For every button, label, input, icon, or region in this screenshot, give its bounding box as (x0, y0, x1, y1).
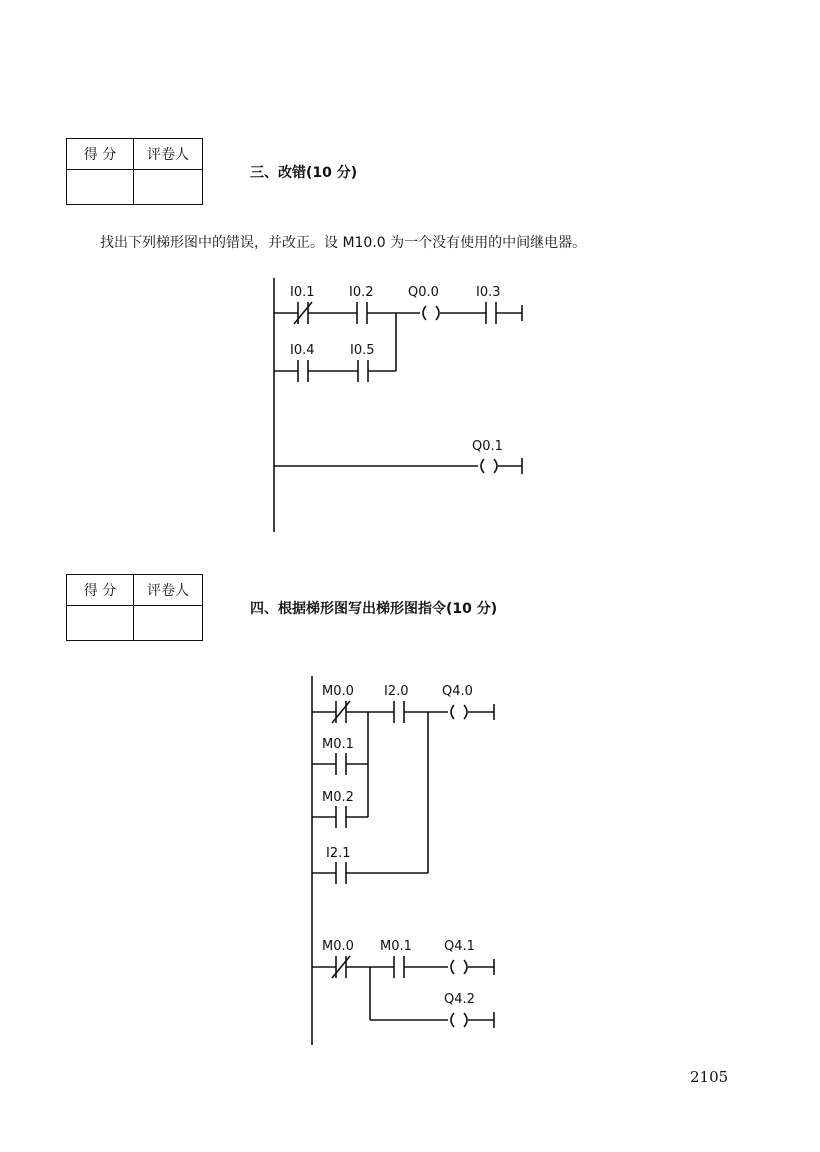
section4-title: 四、根据梯形图写出梯形图指令(10 分) (250, 601, 498, 617)
label-i0-5: I0.5 (350, 343, 375, 358)
coil-q4-1 (451, 960, 467, 974)
label-m0-2: M0.2 (322, 790, 354, 805)
coil-q4-0 (451, 705, 467, 719)
page-number: 2105 (690, 1068, 729, 1086)
label-q4-1: Q4.1 (444, 939, 475, 954)
score-label: 得 分 (67, 575, 134, 606)
section3-instruction: 找出下列梯形图中的错误，并改正。设 M10.0 为一个没有使用的中间继电器。 (100, 235, 587, 251)
label-q4-0: Q4.0 (442, 684, 473, 699)
coil-q4-2 (451, 1013, 467, 1027)
label-i0-4: I0.4 (290, 343, 315, 358)
label-i0-1: I0.1 (290, 285, 315, 300)
no-contact-i2-0 (394, 701, 404, 723)
label-i2-1: I2.1 (326, 846, 351, 861)
no-contact-m0-2 (336, 806, 346, 828)
label-i0-3: I0.3 (476, 285, 501, 300)
no-contact-i2-1 (336, 862, 346, 884)
label-m0-1: M0.1 (322, 737, 354, 752)
label-i2-0: I2.0 (384, 684, 409, 699)
label-q4-2: Q4.2 (444, 992, 475, 1007)
score-label: 得 分 (67, 139, 134, 170)
no-contact-m0-1-n2 (394, 956, 404, 978)
grader-label: 评卷人 (134, 575, 203, 606)
label-i0-2: I0.2 (349, 285, 374, 300)
no-contact-m0-1 (336, 753, 346, 775)
label-m0-1-n2: M0.1 (380, 939, 412, 954)
label-m0-0-n2: M0.0 (322, 939, 354, 954)
label-q0-1: Q0.1 (472, 439, 503, 454)
section3-title: 三、改错(10 分) (250, 165, 358, 181)
grader-label: 评卷人 (134, 139, 203, 170)
label-m0-0: M0.0 (322, 684, 354, 699)
label-q0-0: Q0.0 (408, 285, 439, 300)
